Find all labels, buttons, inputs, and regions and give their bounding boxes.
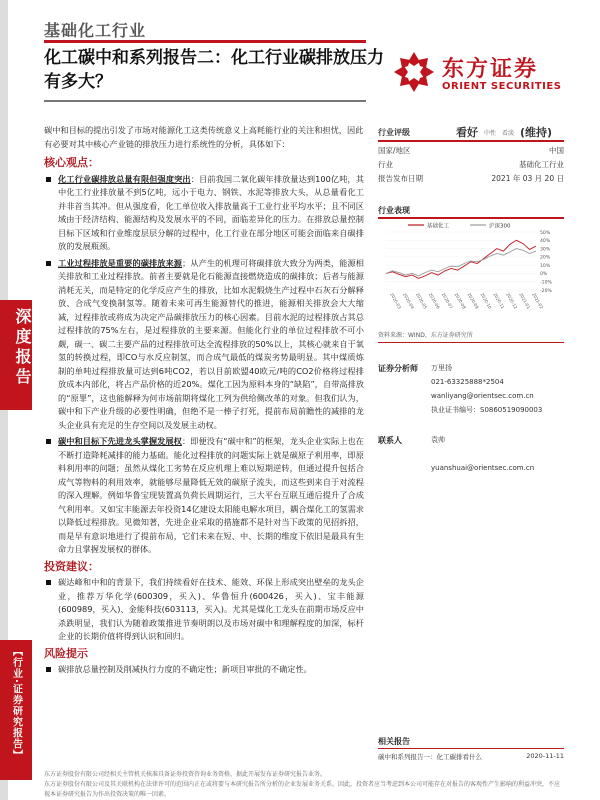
side-series-label: 【行业·证券研究报告】 <box>10 646 22 761</box>
y-tick-label: 20% <box>540 255 551 261</box>
footer-line: 东方证券股份有限公司及其关联机构在法律许可的范围内正在或将要与本研究报告所分析的企业发展业务关系。因此，投资者应当考虑到本公司可能存在对报告的客观性产生影响的利益冲突，不应视本证券研究报告为作出投资决策的唯一因素。 <box>44 781 561 798</box>
performance-divider <box>378 217 564 219</box>
x-tick-label: 2020-09 <box>466 292 480 310</box>
bullet-lead: 化工行业碳排放总量有限但强度突出 <box>58 173 191 184</box>
x-tick-label: 2021-01 <box>518 292 532 310</box>
x-tick-label: 2020-03 <box>389 292 403 310</box>
investment-bullet <box>44 576 364 644</box>
x-tick-label: 2021-02 <box>531 292 545 310</box>
contact-email[interactable]: yuanshuai@orientsec.com.cn <box>431 464 535 472</box>
side-deep-report-tab <box>0 300 32 410</box>
logo-mark-icon <box>392 50 436 94</box>
rating-option-negative: 看淡 <box>502 130 515 137</box>
analyst-name: 万里扬 <box>431 364 452 372</box>
bullet-text: ：目前我国二氧化碳年排放量达到100亿吨，其中化工行业排放量不到5亿吨，远小于电力、钢铁、水泥等排放大头，从总量看化工并非首当其冲。但从强度看，化工单位收入排放量高于工业行业平均水平；且不同区域由于经济结构、能源结构及发展水平的不同，面临差异化的压力。在排放总量控制目标下区域和行业维度层层分解的过程中，化工行业在部分地区可能会面临来自碳排放的发展瓶颈。 <box>58 173 364 251</box>
investment-text: 碳达峰和中和的背景下，我们持续看好在技术、能效、环保上形成突出壁垒的龙头企业，推荐万华化学(600309，买入)、华鲁恒升(600426，买入)、宝丰能源(600989，买入)、金能科技(603113，买入)。尤其是煤化工龙头在前期市场反应中杀跌明显，我们认为随着政策推进节奏明朗以及市场对碳中和理解程度的加深，标杆企业的长期价值将得到认识和回归。 <box>58 577 364 641</box>
related-report-title: 碳中和系列报告一：化工碳排看什么 <box>378 753 482 761</box>
info-row <box>378 142 564 156</box>
info-row <box>378 156 564 170</box>
series-line <box>386 240 536 278</box>
report-title: 化工碳中和系列报告二：化工行业碳排放压力有多大？ <box>44 48 384 92</box>
company-logo <box>392 50 572 102</box>
bullet-square-icon <box>46 261 51 266</box>
rating-option-neutral: 中性 <box>484 130 497 137</box>
bullet-square-icon <box>46 439 51 444</box>
info-value: 基础化工行业 <box>519 160 564 169</box>
industry-tag: 基础化工行业 <box>44 21 147 40</box>
series-line <box>386 249 536 276</box>
contact-name: 袁帅 <box>431 436 445 444</box>
analyst-email[interactable]: wanliyang@orientsec.com.cn <box>431 392 534 400</box>
investment-heading: 投资建议： <box>44 559 99 573</box>
core-views-heading: 核心观点： <box>44 156 99 169</box>
rating-label: 行业评级 <box>378 128 410 137</box>
x-tick-label: 2020-10 <box>479 292 493 310</box>
bullet-text: ：即便没有“碳中和”的框架，龙头企业实际上也在不断打造降耗减排的能力基础。能化过程排放的问题实际上就是碳原子利用率，即原料利用率的问题；虽然从煤化工劣势在反应机理上难以短期逆转，但通过提升包括合成气等物料的利用效率，就能够尽量降低无效的碳原子流失，而这些到来自于对流程的深入理解。例如华鲁宝现装置高负荷长周期运行，三大平台互联互通后提升了合成气利用率。又如宝丰能源去年投资14亿建设太阳能电解水项目，耦合煤化工的氢需求以降低过程排放。见微知著，先进企业采取的措施都不是针对当下政策的见招拆招，而是早有意识地进行了提前布局，它们未来在短、中、长期的维度下依旧是最具有生命力且掌握发展权的群体。 <box>58 436 364 554</box>
x-tick-label: 2020-04 <box>402 292 416 310</box>
bullet-square-icon <box>46 177 51 182</box>
performance-title: 行业表现 <box>378 206 410 215</box>
x-tick-label: 2020-07 <box>440 292 454 310</box>
info-value: 中国 <box>549 146 564 155</box>
side-series-tab <box>0 640 32 780</box>
side-deep-report-label: 深度报告 <box>13 308 32 388</box>
main-column <box>44 124 364 677</box>
related-report-item[interactable] <box>378 752 564 761</box>
footer-line: 东方证券股份有限公司经相关主管机关核准具备证券投资咨询业务资格，据此开展发布证券研究报告业务。 <box>44 771 327 778</box>
related-reports-title: 相关报告 <box>378 737 410 746</box>
bullet-text: ；从产生的机理可将碳排放大致分为两类，能源相关排放和工业过程排放。前者主要就是化石能源直接燃烧造成的碳排放；后者与能源消耗无关，而是特定的化学反应产生的排放，比如水泥煅烧生产过程中石灰石分解释放、合成气变换制氢等。随着未来可再生能源替代的推进，能源相关排放会大大缩减，过程排放或将成为决定产品碳排放压力的核心因素。目前水泥的过程排放占其总过程排放的75%左右，是过程排放的主要来源。但能化行业的单位过程排放不可小觑，碳一、碳二主要产品的过程排放可达全流程排放的50%以上，其核心就来自于氧氢的转换过程，即CO与水反应制氢，而合成气最低的煤炭劣势最明显。其中煤质炼制的单吨过程排放量可达到6吨CO2，若以目前欧盟40欧元/吨的CO2价格将过程排放成本内部化，将占产品价格的近20%。煤化工因为原料本身的“缺陷”，自带高排放的“原罪”，这也能解释为何市场前期将煤化工列为供给侧改革的对象。但我们认为，碳中和下产业升级的必要性明确，但绝不是一棒子打死，提前布局前瞻性的减排的龙头企业具有充足的生存空间以及发展主动权。 <box>58 257 364 430</box>
y-tick-label: 40% <box>540 239 551 245</box>
contact-label: 联系人 <box>378 436 402 445</box>
analyst-label: 证券分析师 <box>378 364 418 373</box>
risk-text: 碳排放总量控制及削减执行力度的不确定性；新项目审批的不确定性。 <box>58 664 312 674</box>
x-tick-label: 2020-05 <box>414 292 429 310</box>
bullet-lead: 工业过程排放是重要的碳排放来源 <box>58 257 183 268</box>
risk-heading: 风险提示 <box>44 646 88 660</box>
bullet-lead: 碳中和目标下先进龙头掌握发展权 <box>58 436 182 446</box>
intro-paragraph: 碳中和目标的提出引发了市场对能源化工这类传统意义上高耗能行业的关注和担忧，因此有必要对其中核心产业链的排放压力进行系统性的分析，具体如下： <box>44 125 364 149</box>
info-value: 2021 年 03 月 20 日 <box>491 174 564 183</box>
info-key: 报告发布日期 <box>378 174 423 183</box>
x-tick-label: 2020-11 <box>492 292 506 310</box>
analyst-cert: 执业证书编号：S0860519090003 <box>431 406 543 414</box>
y-tick-label: 10% <box>540 263 551 269</box>
core-bullet <box>44 173 364 254</box>
x-tick-label: 2020-06 <box>427 292 441 310</box>
legend-label: 基础化工 <box>427 223 450 230</box>
bullet-square-icon <box>46 580 51 585</box>
analyst-phone: 021-63325888*2504 <box>431 378 504 386</box>
rating-panel <box>378 124 564 184</box>
x-tick-label: 2020-08 <box>453 292 467 310</box>
risk-bullet <box>44 663 364 677</box>
x-tick-label: 2020-12 <box>505 292 519 310</box>
source-divider <box>378 342 564 343</box>
bullet-square-icon <box>46 667 51 672</box>
y-tick-label: -10% <box>540 280 552 286</box>
y-tick-label: 30% <box>540 247 551 253</box>
title-divider <box>44 100 366 102</box>
related-divider <box>378 748 564 749</box>
chart-source: 资料来源：WIND、东方证券研究所 <box>378 332 473 339</box>
top-divider <box>44 40 366 43</box>
info-row <box>378 170 564 184</box>
info-key: 行业 <box>378 160 393 169</box>
logo-english-name: ORIENT SECURITIES <box>442 81 562 92</box>
related-report-date: 2020-11-11 <box>526 752 564 760</box>
legend-label: 沪深300 <box>489 223 511 230</box>
footer-disclaimer <box>44 770 564 800</box>
info-key: 国家/地区 <box>378 146 411 155</box>
logo-chinese-name: 东方证券 <box>442 57 539 82</box>
y-tick-label: 0% <box>540 272 548 278</box>
performance-chart <box>378 220 564 320</box>
rating-hold: (维持) <box>520 126 553 139</box>
y-tick-label: 50% <box>540 230 551 236</box>
core-bullet <box>44 435 364 557</box>
y-tick-label: -20% <box>540 288 552 294</box>
rating-row <box>378 124 564 142</box>
core-bullet <box>44 257 364 433</box>
rating-value: 看好 <box>456 126 478 139</box>
